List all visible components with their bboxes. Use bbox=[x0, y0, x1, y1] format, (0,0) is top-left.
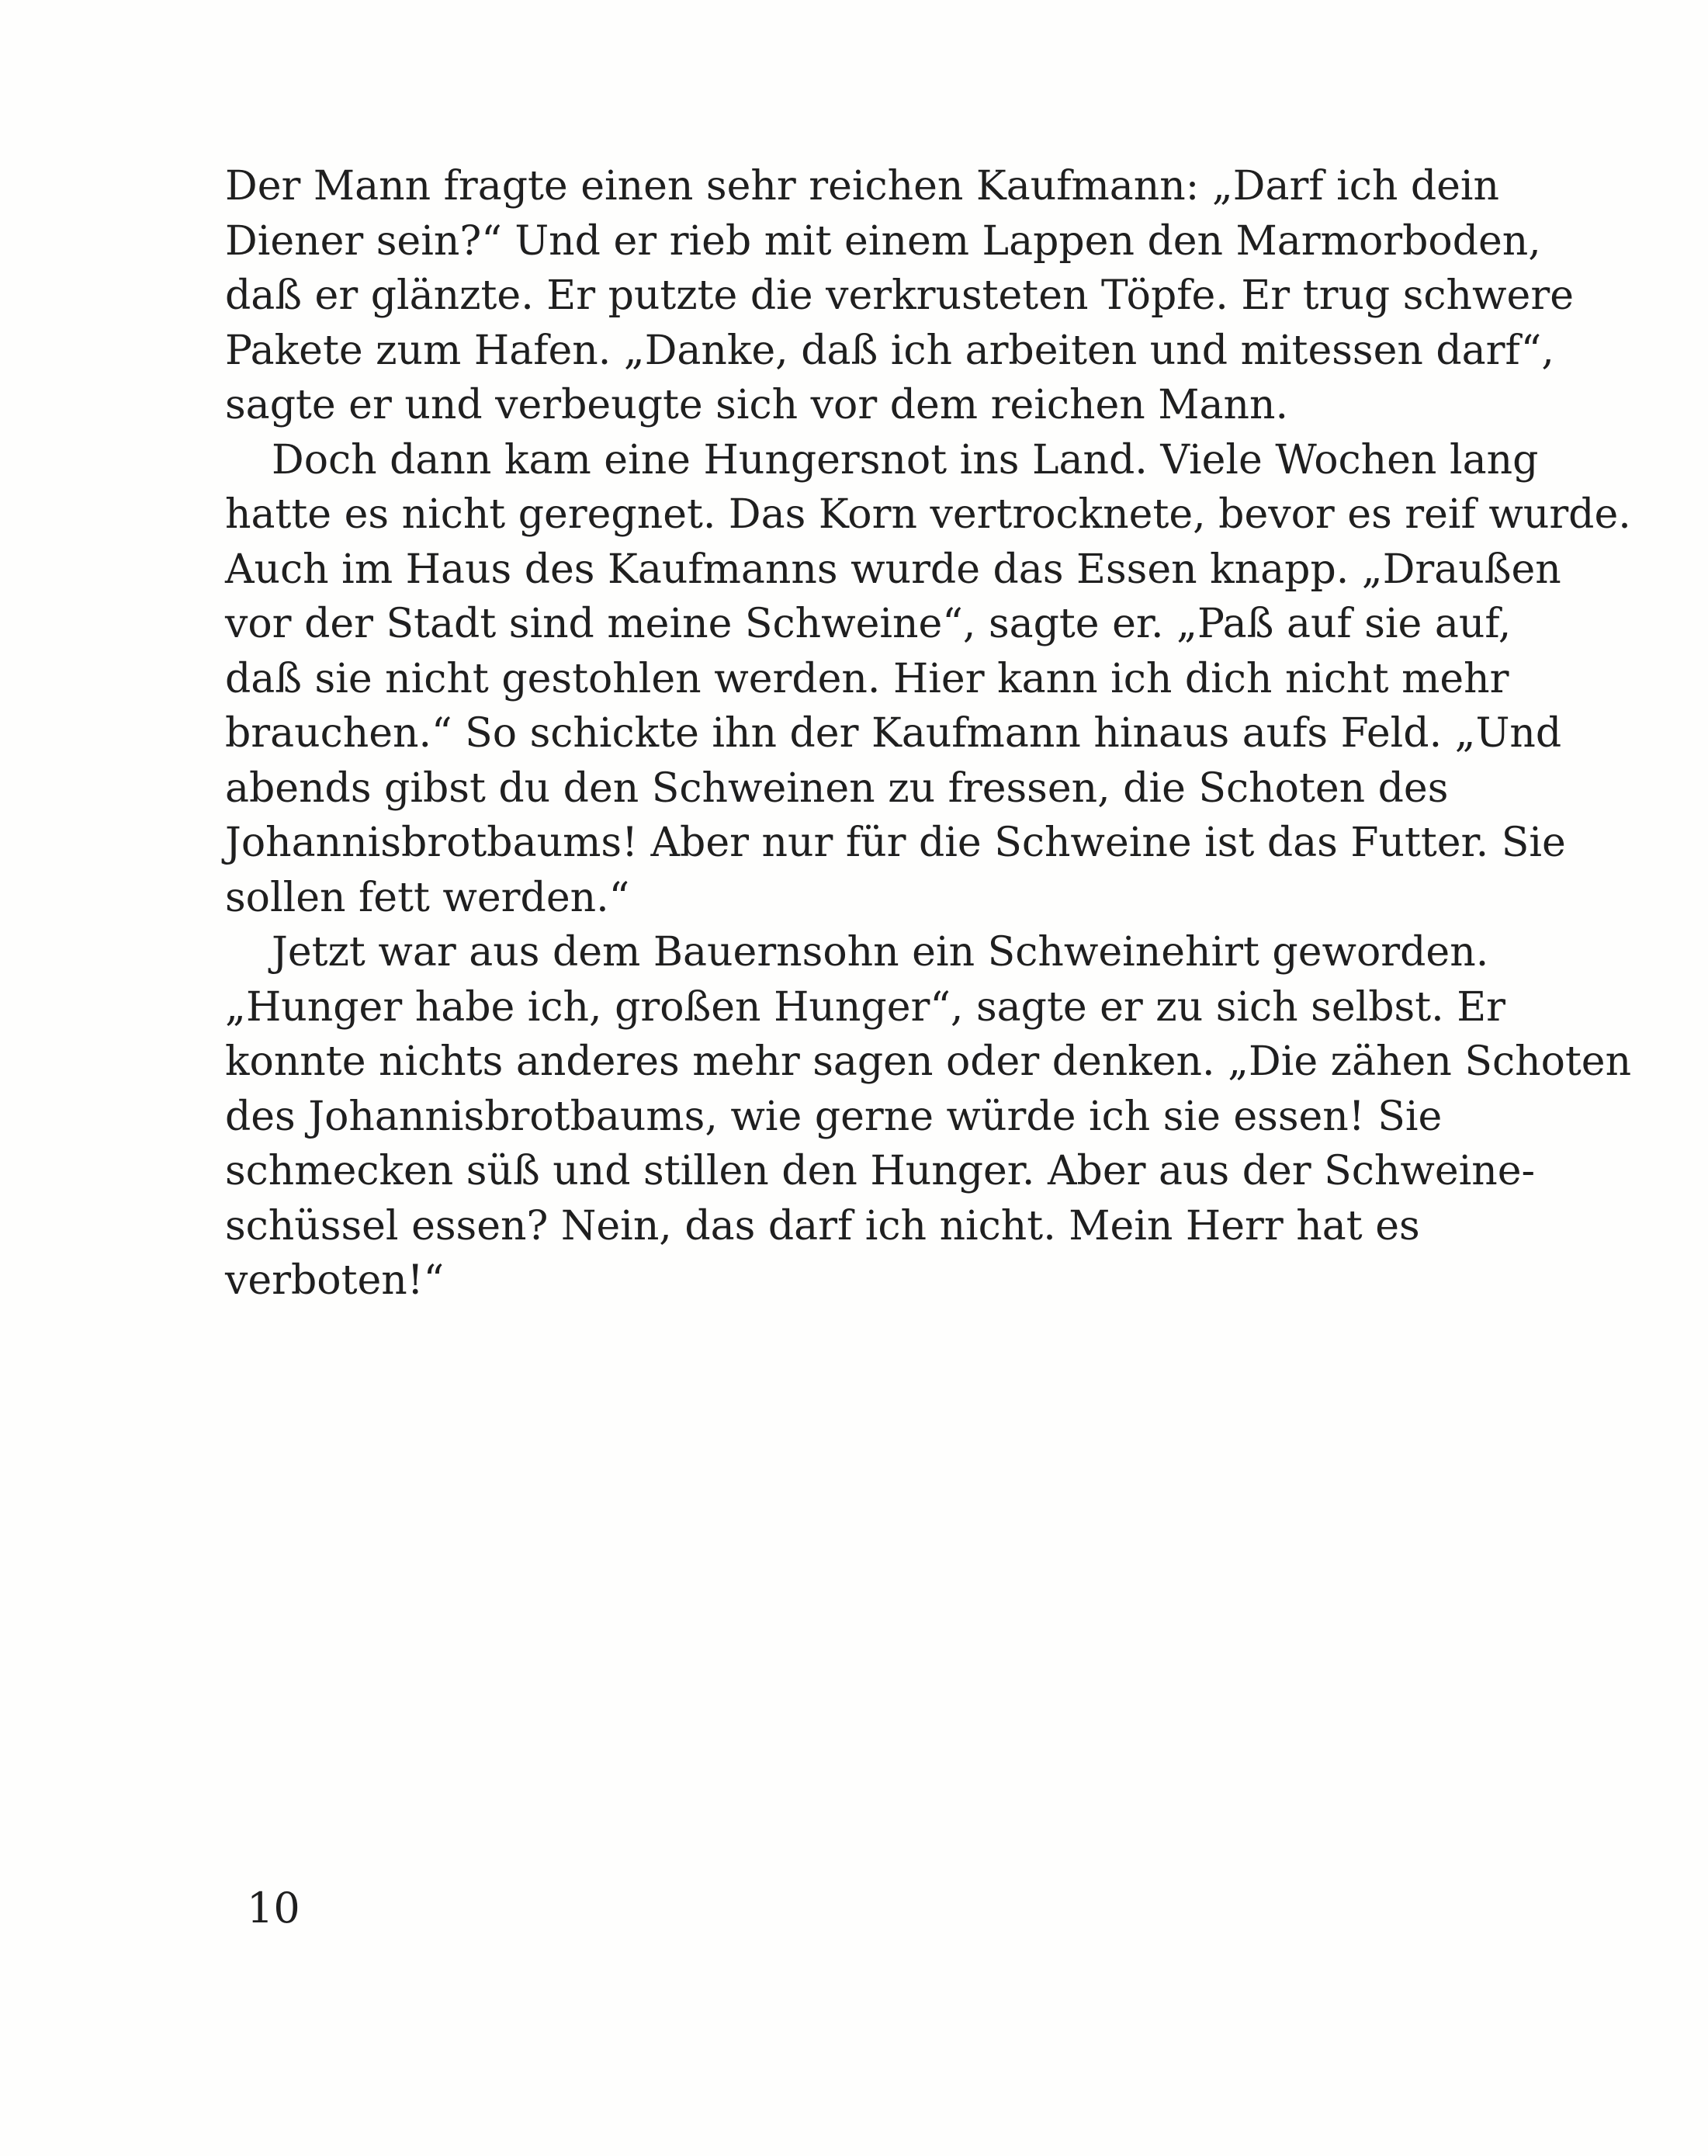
text-line: brauchen.“ So schickte ihn der Kaufmann hinaus aufs Feld. „Und bbox=[225, 710, 1562, 757]
text-line: verboten!“ bbox=[225, 1257, 445, 1304]
text-line: sollen fett werden.“ bbox=[225, 874, 630, 921]
paragraph bbox=[225, 159, 1574, 433]
text-line: Der Mann fragte einen sehr reichen Kaufmann: „Darf ich dein bbox=[225, 163, 1500, 210]
text-line: vor der Stadt sind meine Schweine“, sagte er. „Paß auf sie auf, bbox=[225, 601, 1512, 647]
text-line: Pakete zum Hafen. „Danke, daß ich arbeiten und mitessen darf“, bbox=[225, 327, 1554, 374]
text-line: Jetzt war aus dem Bauernsohn ein Schweinehirt geworden. bbox=[272, 929, 1489, 976]
text-line: abends gibst du den Schweinen zu fressen, die Schoten des bbox=[225, 764, 1449, 812]
page-number: 10 bbox=[247, 1884, 300, 1932]
paragraph bbox=[225, 925, 1632, 1309]
text-line: des Johannisbrotbaums, wie gerne würde ich sie essen! Sie bbox=[225, 1093, 1443, 1140]
body-text bbox=[225, 159, 1632, 1309]
text-line: Johannisbrotbaums! Aber nur für die Schweine ist das Futter. Sie bbox=[225, 820, 1566, 866]
text-line: Doch dann kam eine Hungersnot ins Land. Viele Wochen lang bbox=[272, 436, 1539, 484]
text-line: schmecken süß und stillen den Hunger. Aber aus der Schweine- bbox=[225, 1148, 1536, 1194]
text-line: „Hunger habe ich, großen Hunger“, sagte er zu sich selbst. Er bbox=[225, 983, 1506, 1031]
text-line: konnte nichts anderes mehr sagen oder denken. „Die zähen Schoten bbox=[225, 1038, 1632, 1085]
text-line: daß sie nicht gestohlen werden. Hier kann ich dich nicht mehr bbox=[225, 655, 1509, 702]
text-line: Auch im Haus des Kaufmanns wurde das Essen knapp. „Draußen bbox=[225, 546, 1561, 593]
text-line: hatte es nicht geregnet. Das Korn vertrocknete, bevor es reif wurde. bbox=[225, 491, 1631, 538]
text-line: Diener sein?“ Und er rieb mit einem Lappen den Marmorboden, bbox=[225, 217, 1541, 265]
text-line: daß er glänzte. Er putzte die verkrusteten Töpfe. Er trug schwere bbox=[225, 272, 1574, 319]
text-line: schüssel essen? Nein, das darf ich nicht. Mein Herr hat es bbox=[225, 1202, 1420, 1250]
paragraph bbox=[225, 433, 1631, 926]
text-line: sagte er und verbeugte sich vor dem reichen Mann. bbox=[225, 382, 1289, 428]
